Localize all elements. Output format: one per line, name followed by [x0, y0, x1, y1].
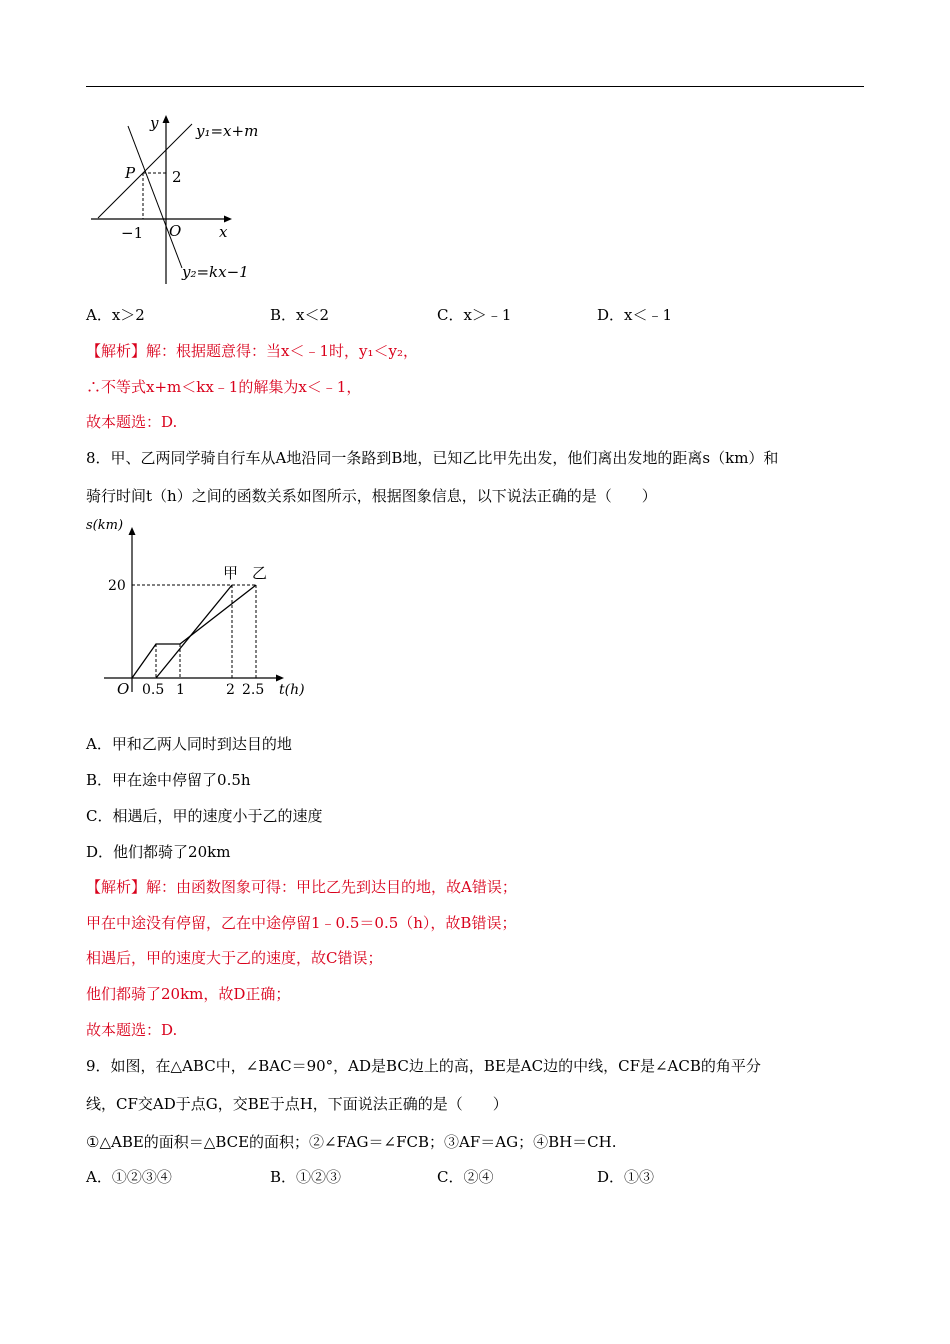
q8-option-d: D．他们都骑了20km: [86, 843, 231, 861]
q8-series-jia-label: 甲: [223, 564, 239, 582]
q9-option-b: B．①②③: [270, 1168, 342, 1186]
q7-y-tick: 2: [172, 168, 182, 186]
q9-stem-line-1: 9．如图，在△ABC中，∠BAC＝90°，AD是BC边上的高，BE是AC边的中线，CF是∠ACB的角平分: [86, 1057, 761, 1075]
q7-x-label: x: [219, 223, 228, 241]
q8-analysis-line-2: 甲在中途没有停留，乙在中途停留1﹣0.5＝0.5（h），故B错误；: [86, 914, 517, 932]
q7-line1-label: y₁=x+m: [196, 122, 259, 140]
q8-analysis-line-3: 相遇后，甲的速度大于乙的速度，故C错误；: [86, 949, 383, 967]
q9-option-a: A．①②③④: [86, 1168, 172, 1186]
q8-stem-line-2: 骑行时间t（h）之间的函数关系如图所示，根据图象信息，以下说法正确的是（ ）: [86, 487, 657, 505]
q7-analysis-line-1: 【解析】解：根据题意得：当x＜﹣1时，y₁＜y₂，: [86, 342, 418, 360]
q8-y-arrow: [129, 527, 136, 535]
q8-origin-label: O: [117, 680, 130, 698]
q8-x-tick-1: 1: [176, 682, 185, 698]
q7-line2-label: y₂=kx−1: [182, 263, 249, 281]
q8-x-arrow: [276, 675, 284, 682]
q7-y-label: y: [150, 114, 159, 132]
q8-x-tick-25: 2.5: [242, 682, 265, 698]
q7-graph: [86, 108, 286, 288]
q8-stem-line-1: 8．甲、乙两同学骑自行车从A地沿同一条路到B地，已知乙比甲先出发，他们离出发地的距离s（km）和: [86, 449, 779, 467]
q8-y-label: s(km): [86, 518, 124, 533]
q9-option-d: D．①③: [597, 1168, 655, 1186]
q9-stem-line-3: ①△ABE的面积＝△BCE的面积；②∠FAG＝∠FCB；③AF＝AG；④BH＝CH.: [86, 1133, 617, 1151]
q7-line-y2: [128, 126, 182, 268]
q8-graph: [82, 512, 312, 712]
q8-analysis-line-1: 【解析】解：由函数图象可得：甲比乙先到达目的地，故A错误；: [86, 878, 517, 896]
q8-option-a: A．甲和乙两人同时到达目的地: [86, 735, 292, 753]
q7-origin-label: O: [169, 222, 182, 240]
q8-y-tick-20: 20: [108, 578, 126, 594]
q7-option-c: C．x＞﹣1: [437, 306, 512, 324]
q9-stem-line-2: 线，CF交AD于点G，交BE于点H，下面说法正确的是（ ）: [86, 1095, 508, 1113]
q7-x-tick: −1: [121, 224, 144, 242]
header-rule: [86, 86, 864, 87]
q7-x-arrow: [224, 216, 232, 223]
q8-series-jia: [156, 585, 232, 678]
q7-option-a: A．x＞2: [86, 306, 145, 324]
q7-option-d: D．x＜﹣1: [597, 306, 673, 324]
q7-y-arrow: [163, 115, 170, 123]
q8-series-yi-label: 乙: [252, 564, 268, 582]
q8-x-tick-2: 2: [226, 682, 235, 698]
q8-x-label: t(h): [279, 682, 305, 698]
q8-option-c: C．相遇后，甲的速度小于乙的速度: [86, 807, 323, 825]
q8-option-b: B．甲在途中停留了0.5h: [86, 771, 251, 789]
q8-analysis-line-5: 故本题选：D.: [86, 1021, 178, 1039]
q9-option-c: C．②④: [437, 1168, 494, 1186]
q7-analysis-line-2: ∴不等式x+m＜kx﹣1的解集为x＜﹣1，: [86, 378, 362, 396]
q8-x-tick-05: 0.5: [142, 682, 165, 698]
q7-option-b: B．x＜2: [270, 306, 330, 324]
q8-analysis-line-4: 他们都骑了20km，故D正确；: [86, 985, 291, 1003]
q7-point-label: P: [125, 164, 136, 182]
q7-analysis-line-3: 故本题选：D.: [86, 413, 178, 431]
